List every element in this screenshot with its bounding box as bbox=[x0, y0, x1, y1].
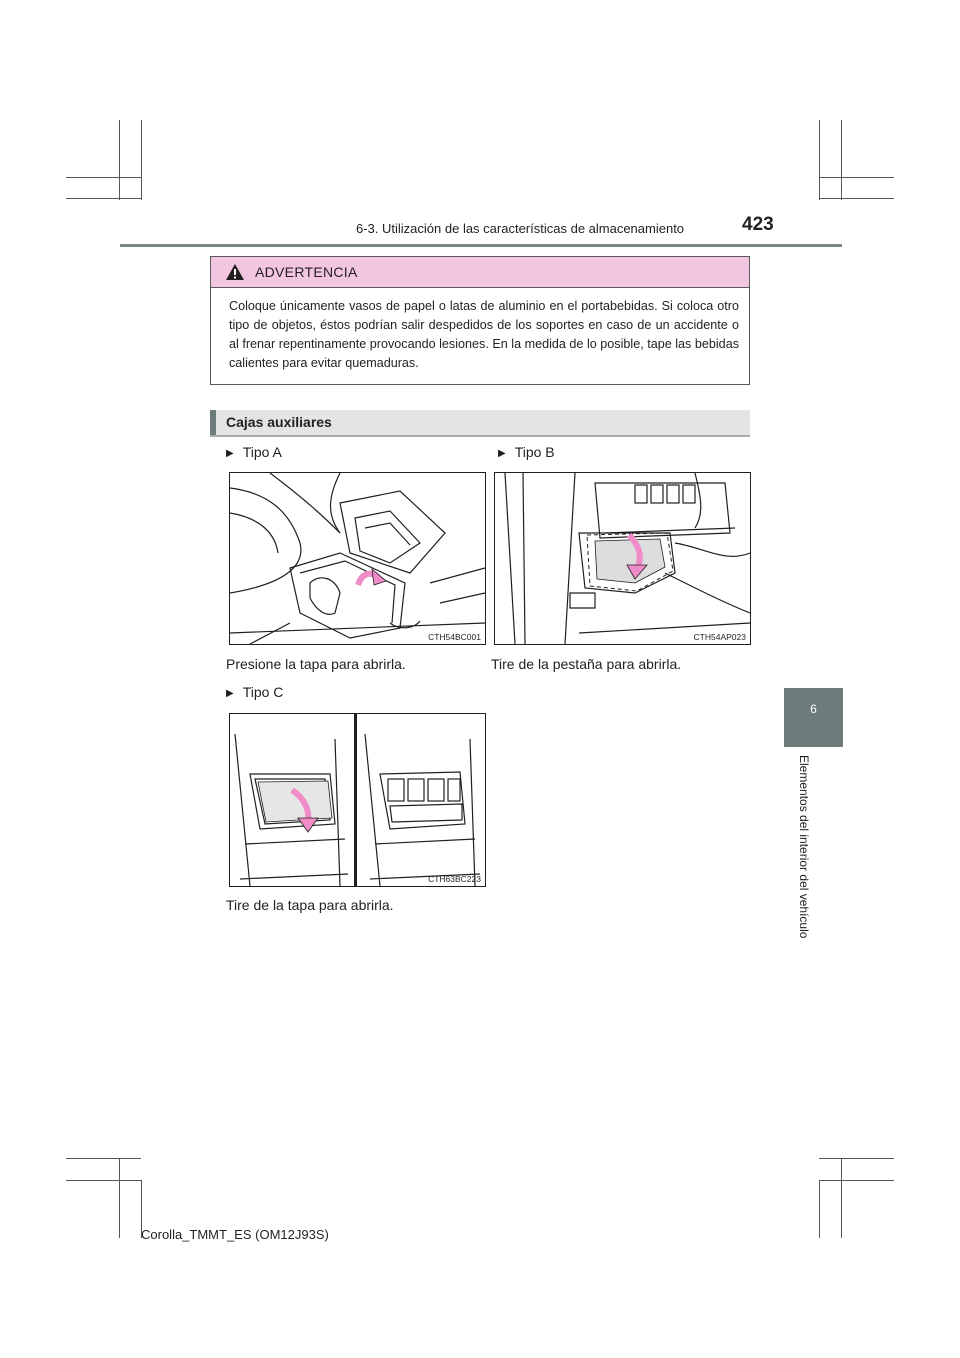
caption-type-c: Tire de la tapa para abrirla. bbox=[226, 897, 394, 913]
overhead-console-illustration bbox=[230, 473, 485, 644]
crop-mark bbox=[819, 177, 894, 178]
type-b-label bbox=[498, 444, 555, 460]
crop-mark bbox=[119, 1158, 120, 1238]
center-console-box-illustration bbox=[230, 714, 485, 886]
triangle-bullet-icon: ▶ bbox=[226, 688, 234, 699]
warning-header bbox=[211, 257, 749, 288]
page-number: 423 bbox=[742, 214, 774, 235]
section-title: 6-3. Utilización de las características de almacenamiento bbox=[356, 221, 685, 236]
crop-mark bbox=[819, 1180, 894, 1181]
crop-mark bbox=[119, 120, 120, 200]
subsection-heading bbox=[210, 410, 750, 437]
warning-text: Coloque únicamente vasos de papel o latas de aluminio en el portabebidas. Si coloca otro tipo de objetos, éstos podrían salir despedidos de los soportes en caso de un accidente o al frenar repentinamente provocando lesiones. En la medida de lo posible, tape las bebidas calientes para evitar quemaduras. bbox=[229, 299, 739, 370]
crop-mark bbox=[819, 1180, 820, 1238]
crop-mark bbox=[819, 120, 820, 200]
header-rule bbox=[120, 244, 842, 247]
figure-type-c bbox=[229, 713, 486, 887]
crop-mark bbox=[66, 1158, 141, 1159]
crop-mark bbox=[819, 1158, 894, 1159]
subsection-bar bbox=[210, 410, 216, 435]
triangle-bullet-icon: ▶ bbox=[226, 448, 234, 459]
caption-type-b: Tire de la pestaña para abrirla. bbox=[491, 656, 682, 672]
crop-mark bbox=[66, 1180, 141, 1181]
chapter-title-vertical bbox=[776, 755, 811, 962]
chapter-tab bbox=[784, 688, 843, 747]
type-c-text: Tipo C bbox=[242, 684, 284, 700]
type-a-label bbox=[226, 444, 282, 460]
triangle-bullet-icon: ▶ bbox=[498, 448, 506, 459]
figure-type-b bbox=[494, 472, 751, 645]
warning-title: ADVERTENCIA bbox=[255, 264, 358, 280]
type-b-text: Tipo B bbox=[514, 444, 555, 460]
subsection-title: Cajas auxiliares bbox=[226, 414, 332, 430]
crop-mark bbox=[841, 120, 842, 200]
figure-type-a bbox=[229, 472, 486, 645]
dashboard-lower-box-illustration bbox=[495, 473, 750, 644]
crop-mark bbox=[66, 177, 141, 178]
warning-triangle-icon bbox=[225, 263, 245, 281]
chapter-title: Elementos del interior del vehículo bbox=[797, 755, 811, 939]
type-a-text: Tipo A bbox=[242, 444, 282, 460]
crop-mark bbox=[141, 120, 142, 200]
caption-type-a: Presione la tapa para abrirla. bbox=[226, 656, 406, 672]
figure-code: CTH54AP023 bbox=[693, 632, 746, 642]
crop-mark bbox=[66, 198, 141, 199]
figure-code: CTH54BC001 bbox=[428, 632, 481, 642]
type-c-label bbox=[226, 684, 283, 700]
chapter-number: 6 bbox=[810, 702, 817, 716]
footer-text: Corolla_TMMT_ES (OM12J93S) bbox=[141, 1227, 329, 1242]
crop-mark bbox=[841, 1158, 842, 1238]
warning-box bbox=[210, 256, 750, 385]
figure-code: CTH63BC223 bbox=[428, 874, 481, 884]
crop-mark bbox=[819, 198, 894, 199]
